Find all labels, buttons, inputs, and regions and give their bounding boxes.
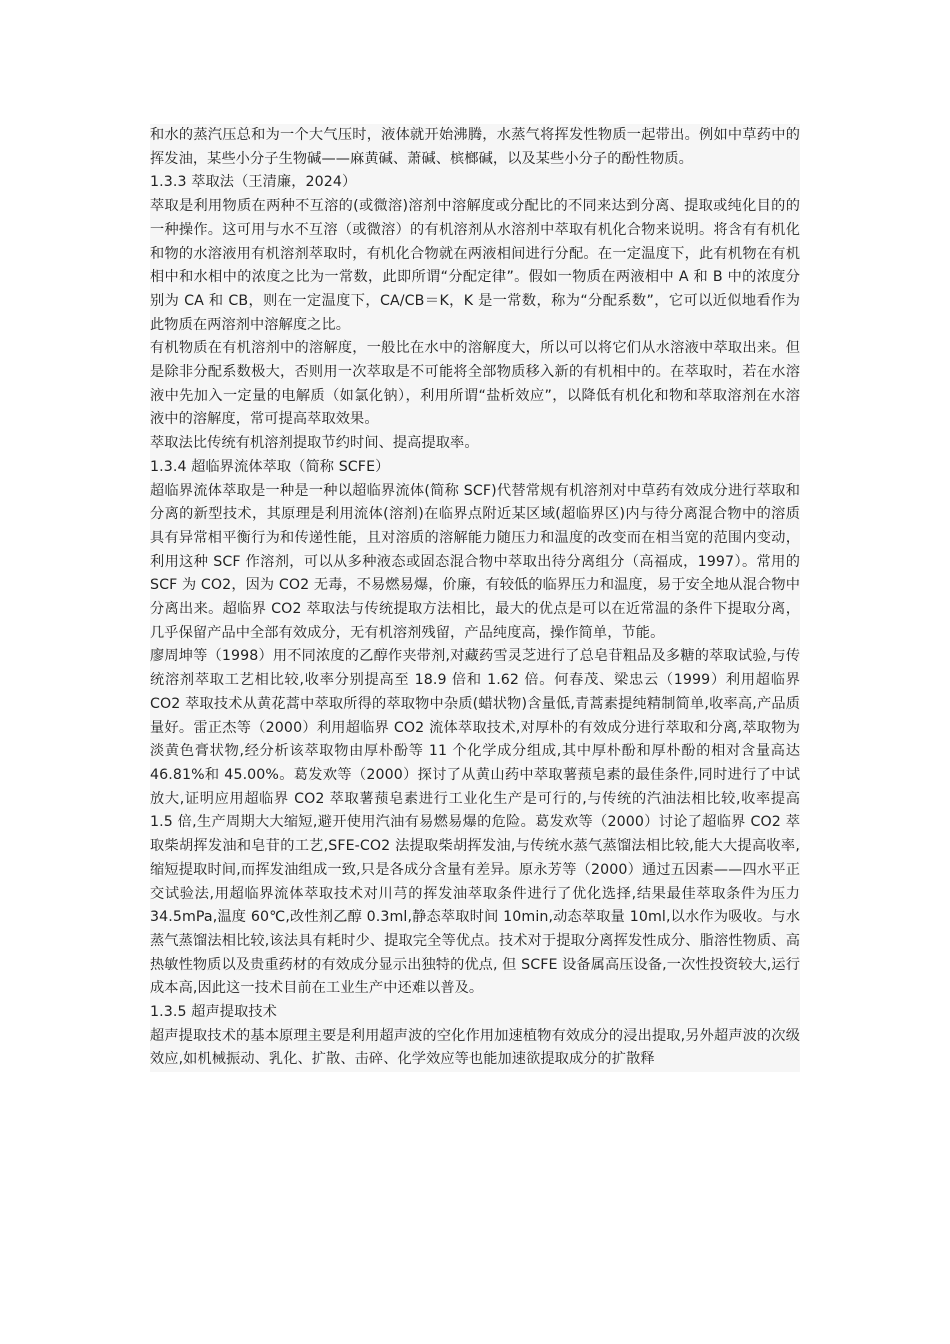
paragraph-ultrasonic-principle: 超声提取技术的基本原理主要是利用超声波的空化作用加速植物有效成分的浸出提取,另外超声波的次级效应,如机械振动、乳化、扩散、击碎、化学效应等也能加速欲提取成分的扩散释 xyxy=(150,1027,800,1068)
section-heading-ultrasonic: 1.3.5 超声提取技术 xyxy=(150,1004,277,1021)
paragraph-scfe-principle: 超临界流体萃取是一种是一种以超临界流体(简称 SCF)代替常规有机溶剂对中草药有效成分进行萃取和分离的新型技术，其原理是利用流体(溶剂)在临界点附近某区域(超临界区)内与待分离混合物中的溶质具有异常相平衡行为和传递性能，且对溶质的溶解能力随压力和温度的改变而在相当宽的范围内变动，利用这种 SCF 作溶剂，可以从多种液态或固态混合物中萃取出待分离组分（高福成，1997）。常用的 SCF 为 CO2，因为 CO2 无毒，不易燃易爆，价廉，有较低的临界压力和温度，易于安全地从混合物中分离出来。超临界 CO2 萃取法与传统提取方法相比，最大的优点是可以在近常温的条件下提取分离，几乎保留产品中全部有效成分，无有机溶剂残留，产品纯度高，操作简单，节能。 xyxy=(150,482,800,641)
paragraph-distillation-end: 和水的蒸汽压总和为一个大气压时，液体就开始沸腾，水蒸气将挥发性物质一起带出。例如中草药中的挥发油，某些小分子生物碱——麻黄碱、萧碱、槟榔碱，以及某些小分子的酚性物质。 xyxy=(150,127,800,167)
paragraph-extraction-advantage: 萃取法比传统有机溶剂提取节约时间、提高提取率。 xyxy=(150,435,479,452)
section-heading-extraction: 1.3.3 萃取法（王清廉，2024） xyxy=(150,174,357,191)
document-body xyxy=(150,124,800,1072)
section-heading-scfe: 1.3.4 超临界流体萃取（简称 SCFE） xyxy=(150,458,390,475)
paragraph-salting-out: 有机物质在有机溶剂中的溶解度，一般比在水中的溶解度大，所以可以将它们从水溶液中萃取出来。但是除非分配系数极大，否则用一次萃取是不可能将全部物质移入新的有机相中的。在萃取时，若在水溶液中先加入一定量的电解质（如氯化钠），利用所谓“盐析效应”，以降低有机化和物和萃取溶剂在水溶液中的溶解度，常可提高萃取效果。 xyxy=(150,340,800,428)
paragraph-extraction-principle: 萃取是利用物质在两种不互溶的(或微溶)溶剂中溶解度或分配比的不同来达到分离、提取或纯化目的的一种操作。这可用与水不互溶（或微溶）的有机溶剂从水溶剂中萃取有机化合物来说明。将含有有机化和物的水溶液用有机溶剂萃取时，有机化合物就在两液相间进行分配。在一定温度下，此有机物在有机相中和水相中的浓度之比为一常数，此即所谓“分配定律”。假如一物质在两液相中 A 和 B 中的浓度分别为 CA 和 CB，则在一定温度下，CA/CB＝K，K 是一常数，称为“分配系数”，它可以近似地看作为此物质在两溶剂中溶解度之比。 xyxy=(150,198,800,333)
paragraph-scfe-studies: 廖周坤等（1998）用不同浓度的乙醇作夹带剂,对藏药雪灵芝进行了总皂苷粗品及多糖的萃取试验,与传统溶剂萃取工艺相比较,收率分别提高至 18.9 倍和 1.62 倍。何春茂、梁忠云（1999）利用超临界 CO2 萃取技术从黄花蒿中萃取所得的萃取物中杂质(蜡状物)含量低,青蒿素提纯精制简单,收率高,产品质量好。雷正杰等（2000）利用超临界 CO2 流体萃取技术,对厚朴的有效成分进行萃取和分离,萃取物为淡黄色膏状物,经分析该萃取物由厚朴酚等 11 个化学成分组成,其中厚朴酚和厚朴酚的相对含量高达 46.81%和 45.00%。葛发欢等（2000）探讨了从黄山药中萃取薯蓣皂素的最佳条件,同时进行了中试放大,证明应用超临界 CO2 萃取薯蓣皂素进行工业化生产是可行的,与传统的汽油法相比较,收率提高 1.5 倍,生产周期大大缩短,避开使用汽油有易燃易爆的危险。葛发欢等（2000）讨论了超临界 CO2 萃取柴胡挥发油和皂苷的工艺,SFE-CO2 法提取柴胡挥发油,与传统水蒸气蒸馏法相比较,能大大提高收率,缩短提取时间,而挥发油组成一致,只是各成分含量有差异。原永芳等（2000）通过五因素——四水平正交试验法,用超临界流体萃取技术对川芎的挥发油萃取条件进行了优化选择,结果最佳萃取条件为压力 34.5mPa,温度 60℃,改性剂乙醇 0.3ml,静态萃取时间 10min,动态萃取量 10ml,以水作为吸收。与水蒸气蒸馏法相比较,该法具有耗时少、提取完全等优点。技术对于提取分离挥发性成分、脂溶性物质、高热敏性物质以及贵重药材的有效成分显示出独特的优点, 但 SCFE 设备属高压设备,一次性投资较大,运行成本高,因此这一技术目前在工业生产中还难以普及。 xyxy=(150,648,800,997)
